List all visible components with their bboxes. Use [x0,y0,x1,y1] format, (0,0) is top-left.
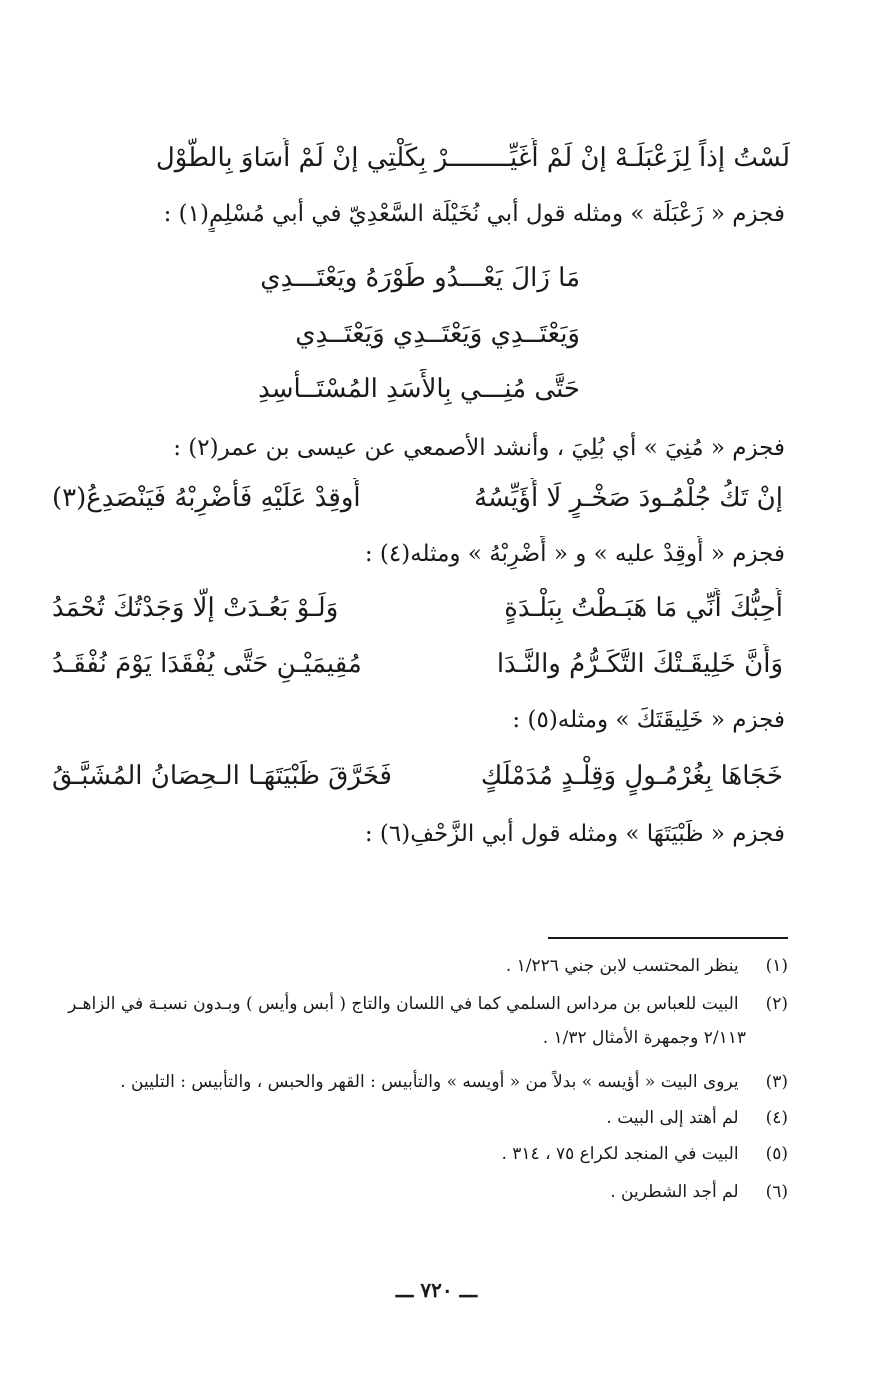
page-number: ـــ ٧٢٠ ـــ [395,1278,478,1302]
verse3-first-hemistich: إنْ تَكُ جُلْمُـودَ صَخْـرٍ لَا أُؤَيِّسُهُ [474,483,783,513]
footnote-3 [120,1068,788,1096]
footnote-separator [548,937,788,939]
footnote-4 [606,1104,788,1132]
verse4-line1-first-hemistich: أُحِبُّكَ أَنِّي مَا هَبَـطْتُ بِبَلْـدَةٍ [504,593,783,623]
verse4-line1-second-hemistich: وَلَـوْ بَعُـدَتْ إلَّا وَجَدْتُكَ تُحْمَدُ [52,593,339,623]
footnote-text: البيت في المنجد لكراع ٧٥ ، ٣١٤ . [501,1144,739,1164]
footnote-text: لم أجد الشطرين . [610,1182,739,1202]
prose-line-2: فجزم « مُنِيَ » أي بُلِيَ ، وأنشد الأصمعي عن عيسى بن عمر(٢) : [173,435,785,461]
verse5-second-hemistich: فَخَرَّقَ ظَبْيَتَهَـا الـحِصَانُ المُشَبَّـقُ [52,761,392,791]
footnote-number: (٥) [765,1144,788,1164]
verse-line-1: لَسْتُ إذاً لِزَعْبَلَـهْ إنْ لَمْ أُغَيِّــــــــرْ بِكَلْتِي إنْ لَمْ أُسَاوَ بِالطُّوْل [155,143,790,173]
footnote-number: (١) [765,956,788,976]
footnote-1 [506,952,788,980]
footnote-number: (٣) [765,1072,788,1092]
footnote-5 [501,1140,788,1168]
prose-line-5: فجزم « ظَبْيَتَهَا » ومثله قول أبي الزَّحْفِ(٦) : [364,821,785,847]
prose-line-4: فجزم « خَلِيقَتَكَ » ومثله(٥) : [512,707,785,733]
verse3-second-hemistich: أُوقِدْ عَلَيْهِ فَأَضْرِبْهُ فَيَنْصَدِعُ(٣) [52,483,361,513]
footnote-number: (٢) [765,994,788,1014]
footnote-6 [610,1178,788,1206]
prose-line-3: فجزم « أُوقِدْ عليه » و « أَضْرِبْهُ » ومثله(٤) : [364,541,785,567]
footnote-text: يروى البيت « أؤيسه » بدلاً من « أويسه » والتأبيس : القهر والحبس ، والتأبيس : التليين . [120,1072,739,1092]
footnote-2 [68,990,788,1018]
verse5-first-hemistich: خَجَاهَا بِغُرْمُـولٍ وَقِلْـدٍ مُدَمْلَكٍ [480,761,783,791]
rajaz-line-2: وَيَعْتَــدِي وَيَعْتَــدِي وَيَعْتَــدِي [295,319,580,349]
verse4-line2-second-hemistich: مُقِيمَيْـنِ حَتَّى يُفْقَدَا يَوْمَ نُفْقَـدُ [52,649,362,679]
footnote-number: (٦) [765,1182,788,1202]
verse4-line2-first-hemistich: وَأَنَّ خَلِيقَـتْكَ التَّكَـرُّمُ والنَّـدَا [496,649,783,679]
footnote-text: ينظر المحتسب لابن جني ١/٢٢٦ . [505,956,739,976]
rajaz-line-3: حَتَّى مُنِـــي بِالأَسَدِ المُسْتَــأْسِدِ [258,374,580,404]
footnote-2-continuation: ٢/١١٣ وجمهرة الأمثال ١/٣٢ . [542,1028,746,1048]
rajaz-line-1: مَا زَالَ يَعْـــدُو طَوْرَهُ ويَعْتَـــدِي [260,263,580,293]
footnote-text: لم أهتد إلى البيت . [606,1108,739,1128]
prose-line-1: فجزم « زَعْبَلَة » ومثله قول أبي نُخَيْلَة السَّعْدِيّ في أبي مُسْلِمٍ(١) : [163,201,785,227]
footnote-number: (٤) [765,1108,788,1128]
footnote-text: البيت للعباس بن مرداس السلمي كما في اللسان والتاج ( أبس وأيس ) وبـدون نسبـة في الزاهـر [68,994,739,1014]
